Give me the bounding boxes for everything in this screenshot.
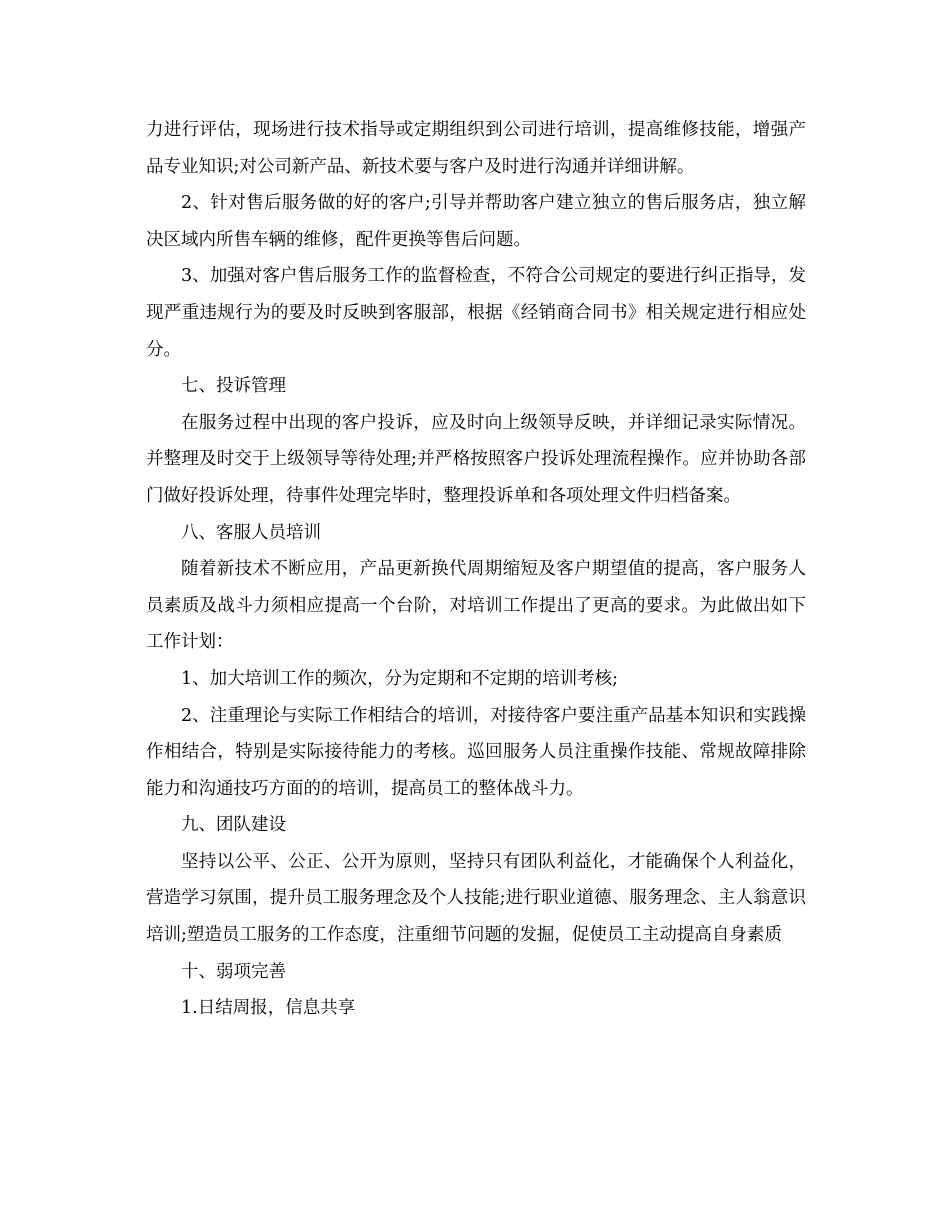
paragraph-team: 坚持以公平、公正、公开为原则，坚持只有团队利益化，才能确保个人利益化，营造学习氛围，提升员工服务理念及个人技能;进行职业道德、服务理念、主人翁意识培训;塑造员工服务的工作态度，注重细节问题的发掘，促使员工主动提高自身素质: [146, 851, 806, 946]
paragraph-continuation: 力进行评估，现场进行技术指导或定期组织到公司进行培训，提高维修技能，增强产品专业知识;对公司新产品、新技术要与客户及时进行沟通并详细讲解。: [146, 120, 806, 177]
section-heading-team: 九、团队建设: [181, 815, 286, 836]
paragraph-training-item-2: 2、注重理论与实际工作相结合的培训，对接待客户要注重产品基本知识和实践操作相结合，特别是实际接待能力的考核。巡回服务人员注重操作技能、常规故障排除能力和沟通技巧方面的的培训，提高员工的整体战斗力。: [146, 705, 806, 799]
paragraph-item-2: 2、针对售后服务做的好的客户;引导并帮助客户建立独立的售后服务店，独立解决区域内所售车辆的维修，配件更换等售后问题。: [146, 193, 806, 250]
section-heading-training: 八、客服人员培训: [181, 522, 321, 543]
paragraph-training-item-1: 1、加大培训工作的频次，分为定期和不定期的培训考核;: [181, 668, 619, 689]
document-body: [146, 112, 806, 1027]
paragraph-improvement-item-1: 1.日结周报，信息共享: [181, 998, 356, 1019]
section-heading-complaints: 七、投诉管理: [181, 376, 286, 397]
paragraph-complaints: 在服务过程中出现的客户投诉，应及时向上级领导反映，并详细记录实际情况。并整理及时交于上级领导等待处理;并严格按照客户投诉处理流程操作。应并协助各部门做好投诉处理，待事件处理完毕时，整理投诉单和各项处理文件归档备案。: [146, 412, 806, 506]
paragraph-training-intro: 随着新技术不断应用，产品更新换代周期缩短及客户期望值的提高，客户服务人员素质及战斗力须相应提高一个台阶，对培训工作提出了更高的要求。为此做出如下工作计划：: [146, 559, 806, 653]
paragraph-item-3: 3、加强对客户售后服务工作的监督检查，不符合公司规定的要进行纠正指导，发现严重违规行为的要及时反映到客服部，根据《经销商合同书》相关规定进行相应处分。: [146, 266, 806, 360]
section-heading-improvement: 十、弱项完善: [181, 961, 286, 982]
